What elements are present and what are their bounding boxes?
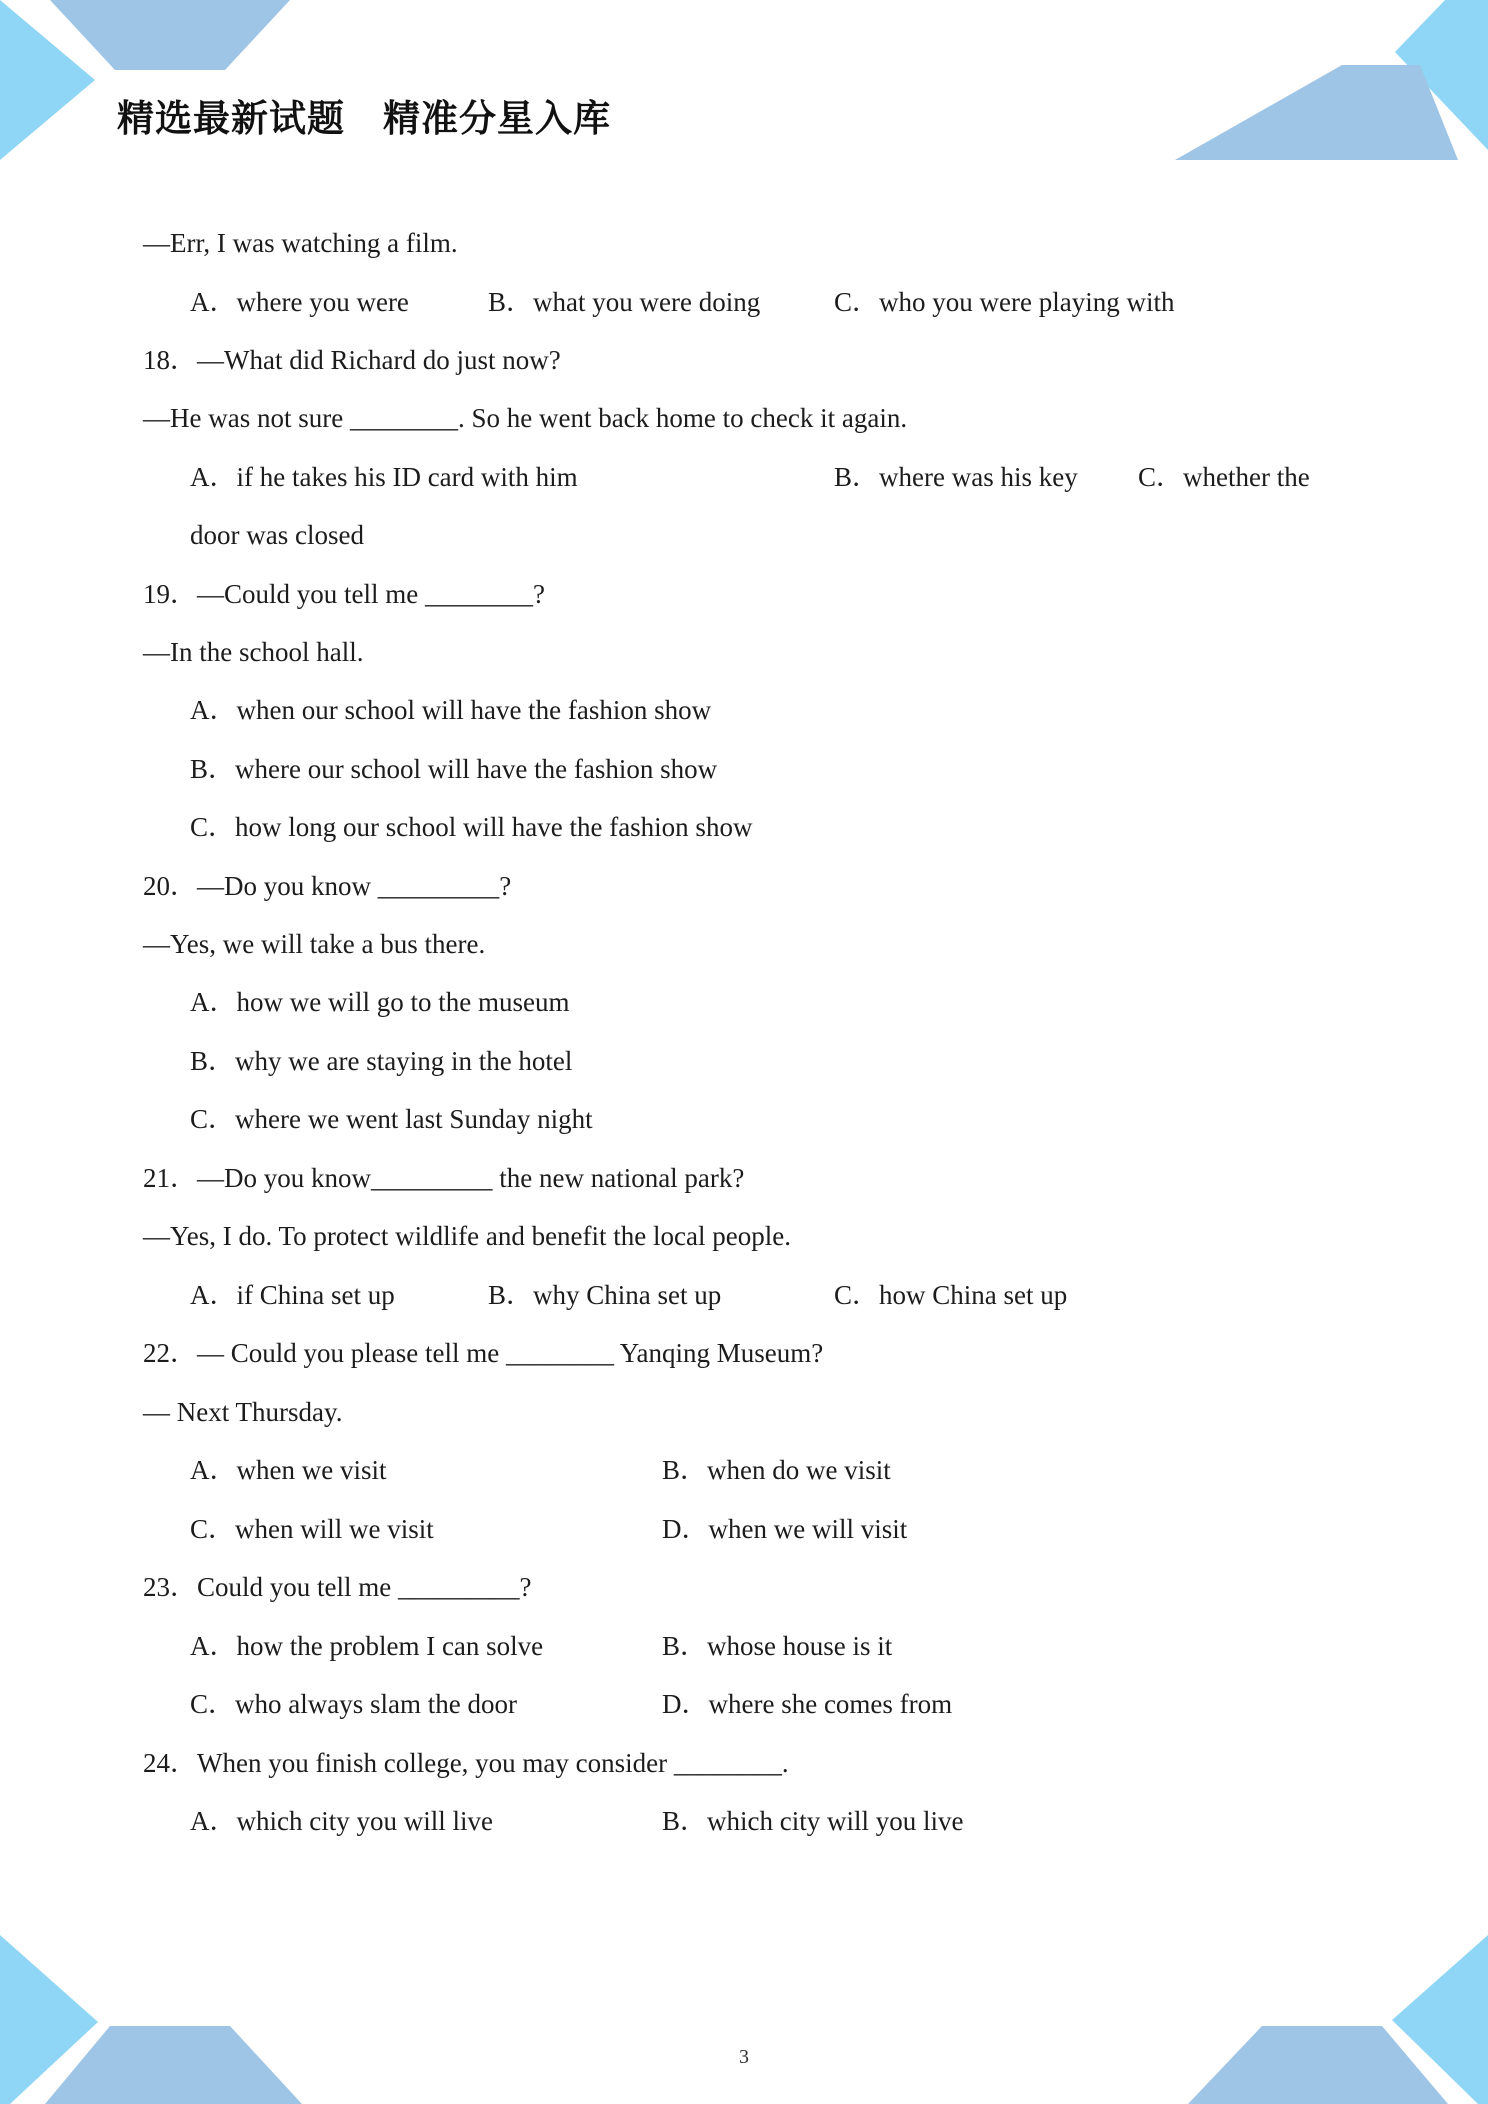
option-a: A．when we visit xyxy=(190,1455,387,1485)
answer-line: —He was not sure ________. So he went back home to check it again. xyxy=(143,403,908,433)
option-c: C．when will we visit xyxy=(190,1514,434,1544)
option-b: B．where was his key xyxy=(834,462,1078,492)
option-b: B．when do we visit xyxy=(662,1455,891,1485)
answer-line: —Err, I was watching a film. xyxy=(143,228,458,258)
option-d: D．where she comes from xyxy=(662,1689,953,1719)
question-23: 23．Could you tell me _________? xyxy=(143,1572,532,1602)
top-right-trapezoid xyxy=(1175,65,1458,160)
option-b: B．which city will you live xyxy=(662,1806,964,1836)
option-c-continued: door was closed xyxy=(190,520,364,550)
question-20: 20．—Do you know _________? xyxy=(143,871,512,901)
option-b: B．why China set up xyxy=(488,1280,722,1310)
option-c: C．who always slam the door xyxy=(190,1689,517,1719)
option-a: A．if China set up xyxy=(190,1280,395,1310)
option-b: B．what you were doing xyxy=(488,287,761,317)
header-title: 精选最新试题 精准分星入库 xyxy=(117,97,611,140)
option-c: C．how China set up xyxy=(834,1280,1068,1310)
option-c: C．whether the xyxy=(1138,462,1310,492)
option-c: C．where we went last Sunday night xyxy=(190,1104,593,1134)
option-a: A．if he takes his ID card with him xyxy=(190,462,578,492)
option-a: A．where you were xyxy=(190,287,409,317)
option-b: B．why we are staying in the hotel xyxy=(190,1046,573,1076)
answer-line: — Next Thursday. xyxy=(143,1397,343,1427)
option-a: A．which city you will live xyxy=(190,1806,493,1836)
answer-line: —Yes, we will take a bus there. xyxy=(143,929,486,959)
option-a: A．how the problem I can solve xyxy=(190,1631,544,1661)
question-22: 22．— Could you please tell me ________ Yanqing Museum? xyxy=(143,1338,824,1368)
question-21: 21．—Do you know_________ the new national park? xyxy=(143,1163,745,1193)
option-a: A．how we will go to the museum xyxy=(190,987,570,1017)
option-b: B．whose house is it xyxy=(662,1631,893,1661)
option-d: D．when we will visit xyxy=(662,1514,908,1544)
answer-line: —Yes, I do. To protect wildlife and benefit the local people. xyxy=(143,1221,791,1251)
top-left-trapezoid xyxy=(50,0,290,70)
option-c: C．who you were playing with xyxy=(834,287,1175,317)
question-19: 19．—Could you tell me ________? xyxy=(143,579,545,609)
answer-line: —In the school hall. xyxy=(143,637,364,667)
option-a: A．when our school will have the fashion show xyxy=(190,695,712,725)
page-number: 3 xyxy=(739,2046,749,2068)
question-24: 24．When you finish college, you may consider ________. xyxy=(143,1748,789,1778)
question-18: 18．—What did Richard do just now? xyxy=(143,345,561,375)
option-b: B．where our school will have the fashion show xyxy=(190,754,718,784)
option-c: C．how long our school will have the fashion show xyxy=(190,812,753,842)
